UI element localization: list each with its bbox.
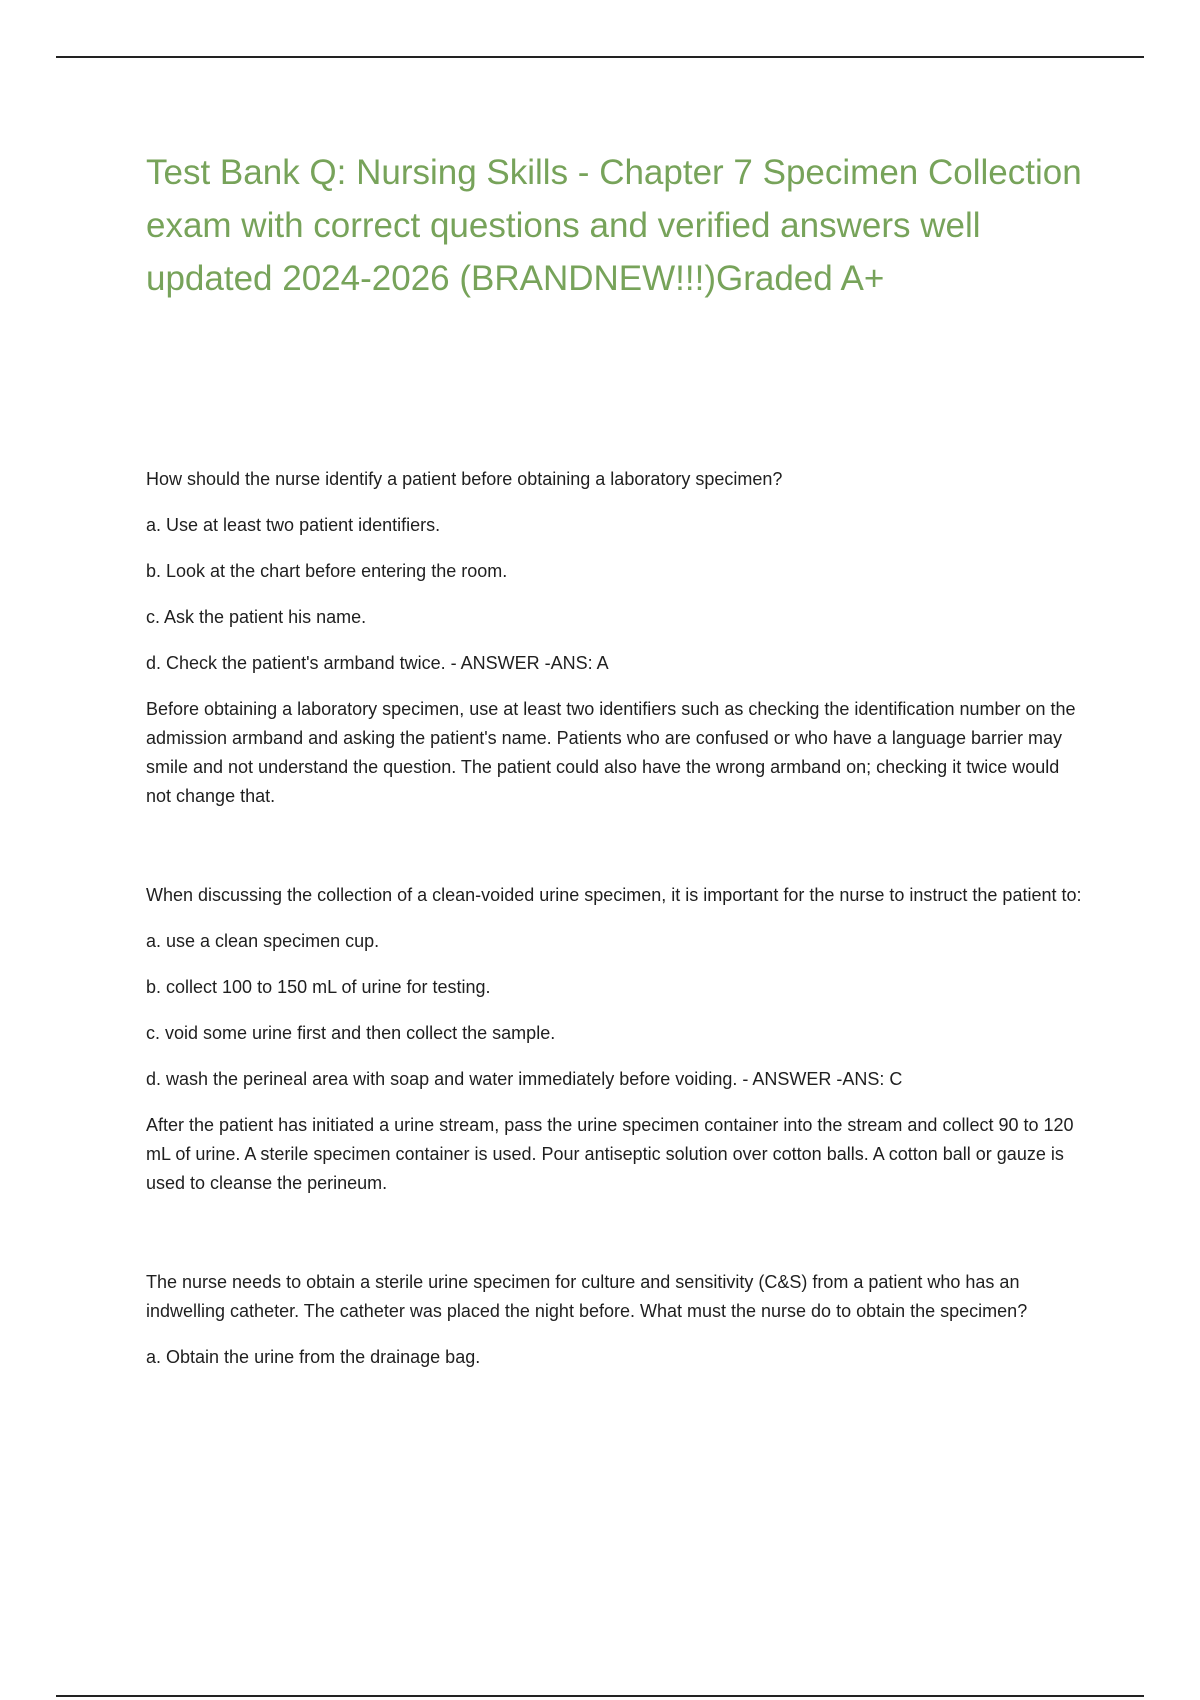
answer-option: b. Look at the chart before entering the room. xyxy=(146,561,508,581)
answer-option: a. use a clean specimen cup. xyxy=(146,931,380,951)
answer-explanation: Before obtaining a laboratory specimen, use at least two identifiers such as checking the identification number on the admission armband and asking the patient's name. Patients who are confused or who have a language barrier may smile and not understand the question. The patient could also have the wrong armband on; checking it twice would not change that. xyxy=(146,699,1076,806)
answer-explanation: After the patient has initiated a urine stream, pass the urine specimen container into the stream and collect 90 to 120 mL of urine. A sterile specimen container is used. Pour antiseptic solution over cotton balls. A cotton ball or gauze is used to cleanse the perineum. xyxy=(146,1115,1074,1193)
answer-option: a. Obtain the urine from the drainage bag. xyxy=(146,1347,481,1367)
question-prompt: The nurse needs to obtain a sterile urine specimen for culture and sensitivity (C&S) from a patient who has an indwelling catheter. The catheter was placed the night before. What must the nurse do to obtain the specimen? xyxy=(146,1272,1028,1321)
title-spacer xyxy=(146,305,1086,465)
answer-option: b. collect 100 to 150 mL of urine for testing. xyxy=(146,977,491,997)
question-prompt: When discussing the collection of a clean-voided urine specimen, it is important for the nurse to instruct the patient to: xyxy=(146,885,1082,905)
question-block-3 xyxy=(146,1268,1086,1372)
question-prompt: How should the nurse identify a patient before obtaining a laboratory specimen? xyxy=(146,469,783,489)
question-block-1 xyxy=(146,465,1086,811)
answer-option: d. wash the perineal area with soap and water immediately before voiding. - ANSWER -ANS: C xyxy=(146,1069,903,1089)
answer-option: c. Ask the patient his name. xyxy=(146,607,367,627)
footer-rule xyxy=(56,1695,1144,1697)
document-body xyxy=(146,146,1086,1389)
answer-option: a. Use at least two patient identifiers. xyxy=(146,515,441,535)
question-block-2 xyxy=(146,881,1086,1198)
answer-option: c. void some urine first and then collect the sample. xyxy=(146,1023,556,1043)
header-rule xyxy=(56,56,1144,58)
answer-option: d. Check the patient's armband twice. - ANSWER -ANS: A xyxy=(146,653,609,673)
document-title: Test Bank Q: Nursing Skills - Chapter 7 Specimen Collection exam with correct questions and verified answers well updated 2024-2026 (BRANDNEW!!!)Graded A+ xyxy=(146,153,1082,298)
